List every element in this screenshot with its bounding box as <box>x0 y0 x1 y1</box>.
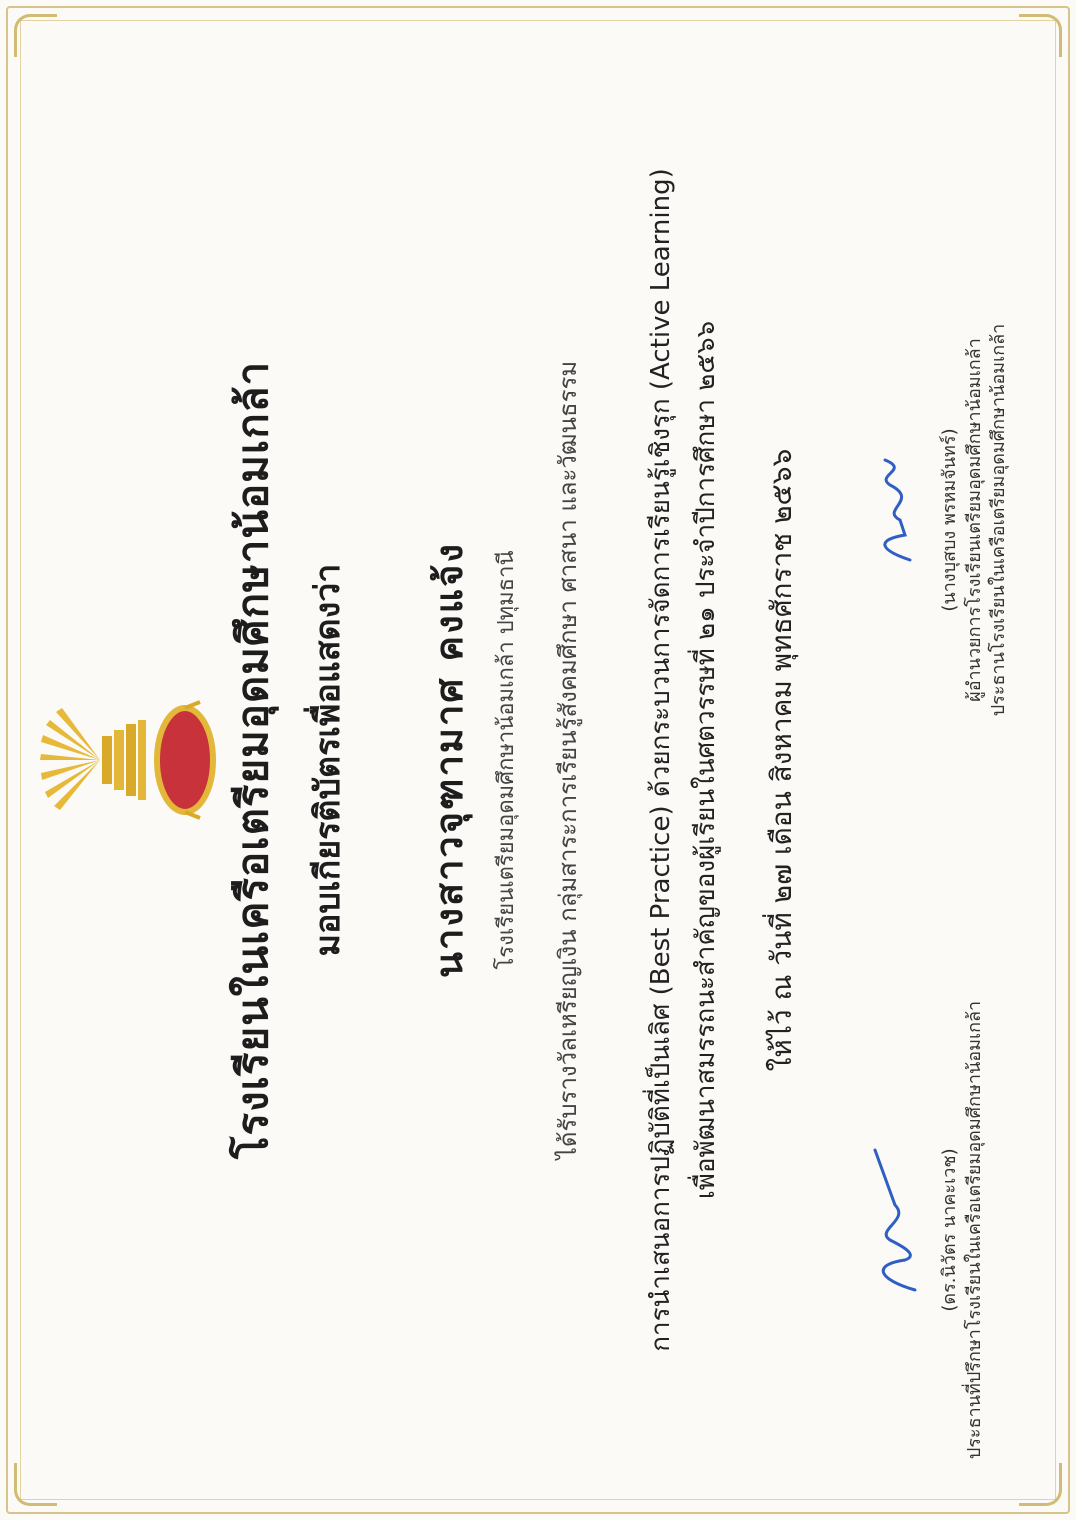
signatory-title-right-1: ผู้อำนวยการโรงเรียนเตรียมอุดมศึกษาน้อมเกล้า <box>964 338 985 702</box>
handwritten-signature-left <box>860 1080 930 1380</box>
recipient-name: นางสาวจุฑามาศ คงแจ้ง <box>427 542 471 978</box>
royal-crown-emblem-icon <box>40 700 230 820</box>
project-line-1: การนำเสนอการปฏิบัติที่เป็นเลิศ (Best Practice) ด้วยกระบวนการจัดการเรียนรู้เชิงรุก (Active Learning) <box>646 168 676 1352</box>
signatory-name-right: (นางบุสบง พรหมจันทร์) <box>939 428 960 612</box>
recipient-school: โรงเรียนเตรียมอุดมศึกษาน้อมเกล้า ปทุมธานี <box>494 550 519 970</box>
certificate-title: โรงเรียนในเครือเตรียมอุดมศึกษาน้อมเกล้า <box>228 360 277 1160</box>
signature-block-left <box>860 950 987 1510</box>
signatory-title-left: ประธานที่ปรึกษาโรงเรียนในเครือเตรียมอุดมศึกษาน้อมเกล้า <box>964 1000 985 1460</box>
award-line: ได้รับรางวัลเหรียญเงิน กลุ่มสาระการเรียนรู้สังคมศึกษา ศาสนา และวัฒนธรรม <box>554 360 582 1160</box>
signatory-title-right-2: ประธานโรงเรียนในเครือเตรียมอุดมศึกษาน้อมเกล้า <box>988 323 1009 717</box>
issue-date: ให้ไว้ ณ วันที่ ๒๗ เดือน สิงหาคม พุทธศักราช ๒๕๖๖ <box>765 448 798 1072</box>
handwritten-signature-right <box>860 370 930 670</box>
signatory-name-left: (ดร.นิวัตร นาคะเวช) <box>939 1148 960 1312</box>
project-line-2: เพื่อพัฒนาสมรรถนะสำคัญของผู้เรียนในศตวรรษที่ ๒๑ ประจำปีการศึกษา ๒๕๖๖ <box>691 320 721 1200</box>
signature-block-right <box>860 240 1011 800</box>
certificate-subtitle: มอบเกียรติบัตรเพื่อแสดงว่า <box>308 563 348 957</box>
